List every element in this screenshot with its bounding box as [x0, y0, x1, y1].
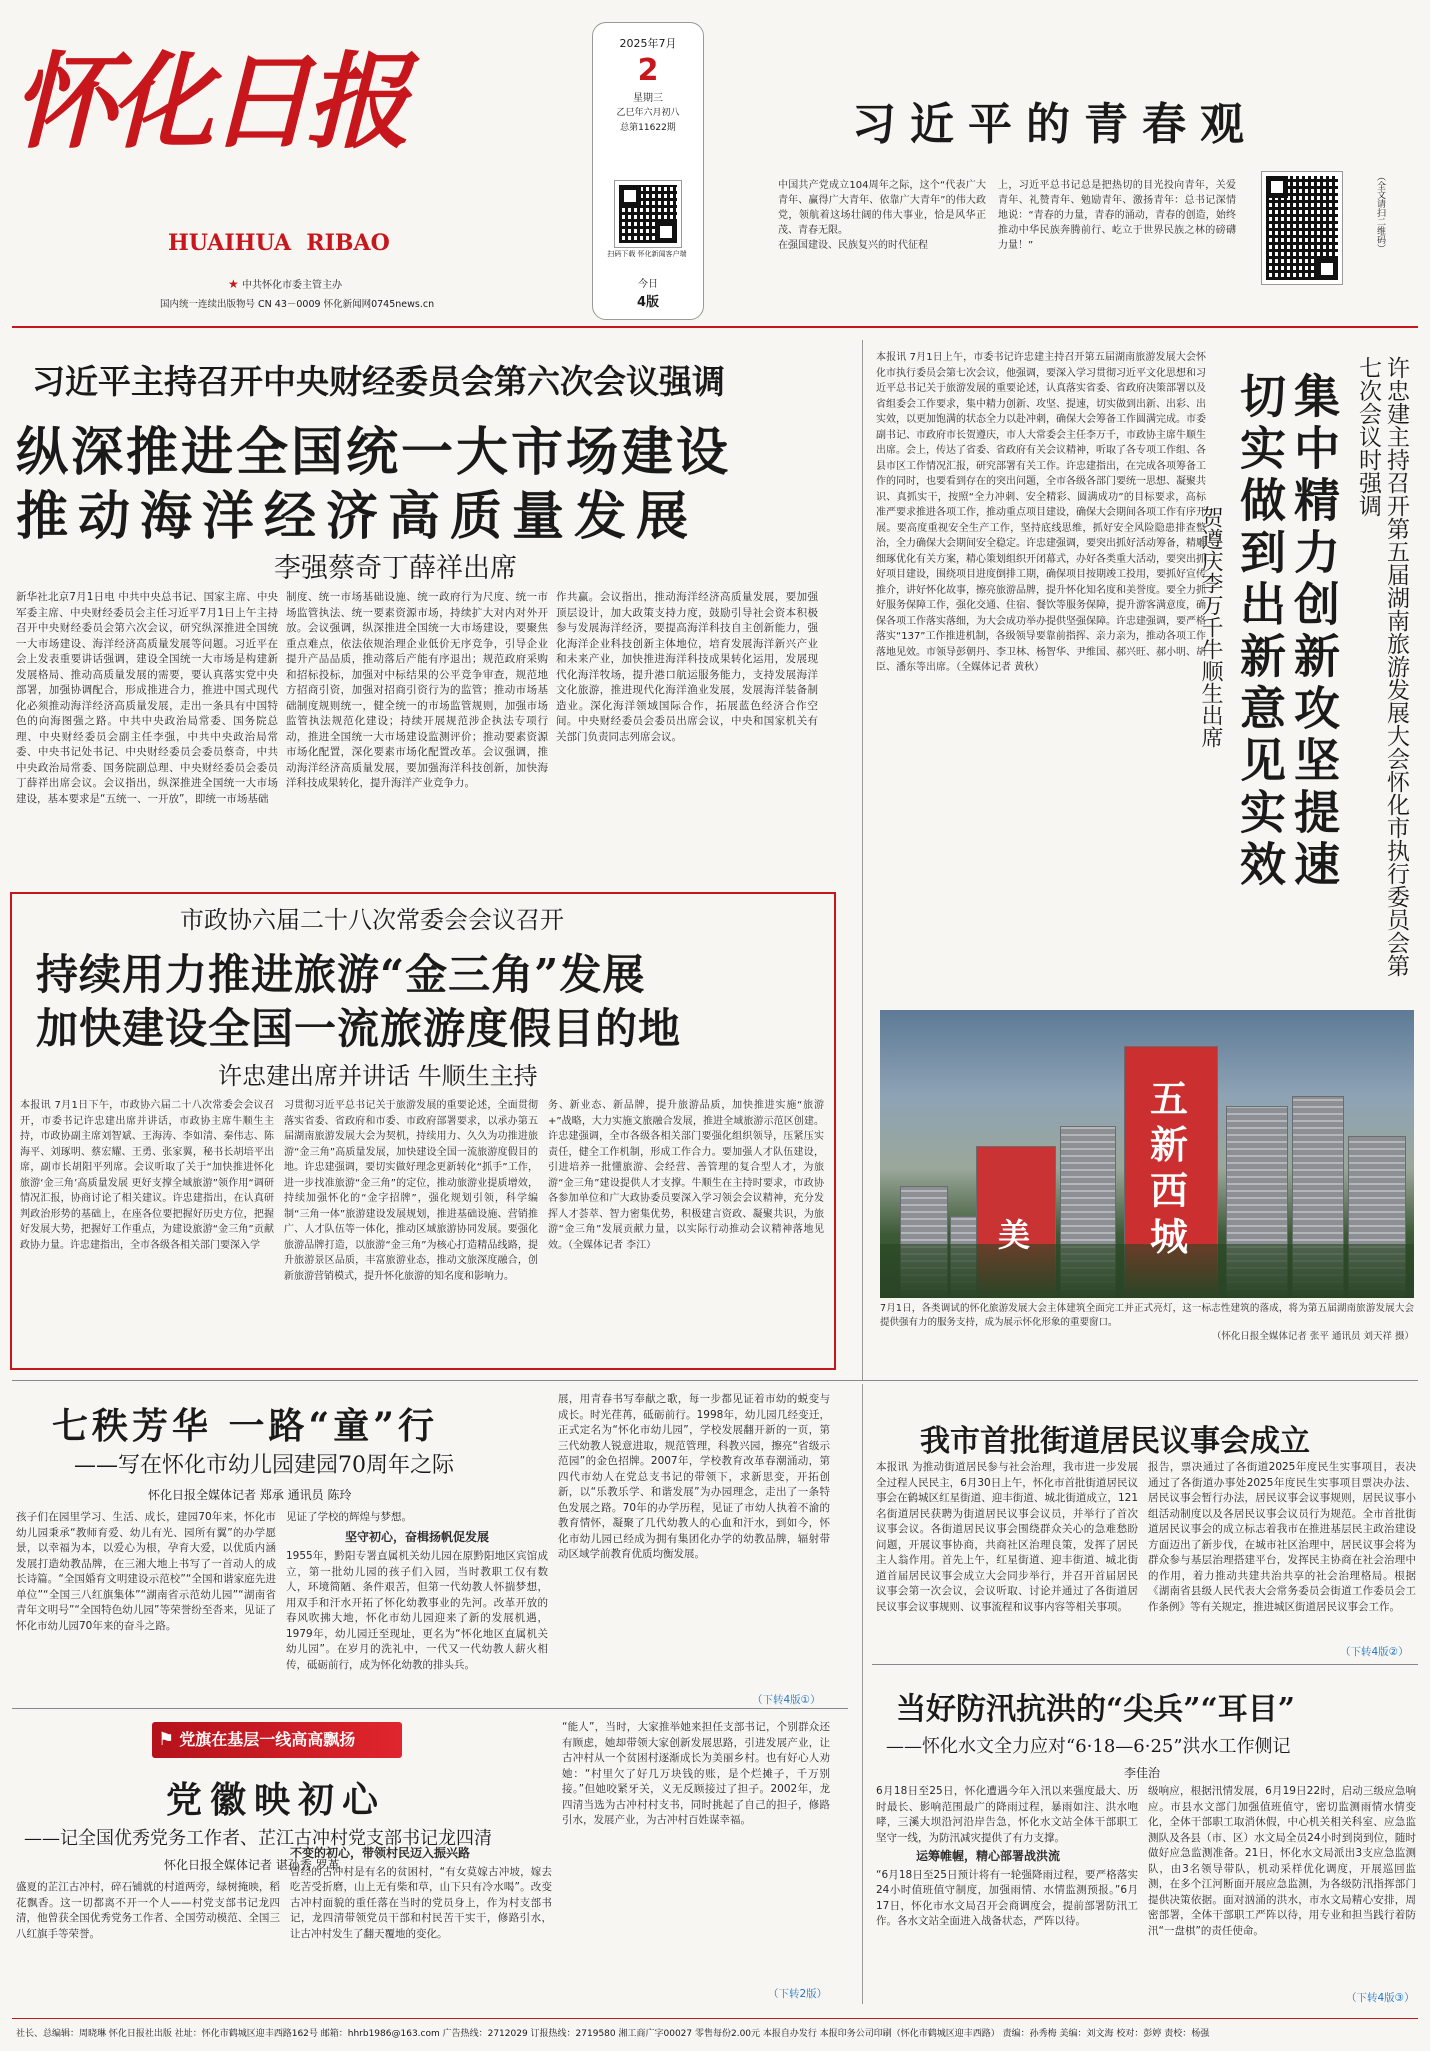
party-emblem-icon: ★: [228, 277, 239, 291]
photo-sign-2: 新: [1150, 1122, 1189, 1167]
lead-col-3: 作共赢。会议指出，推动海洋经济高质量发展，要加强顶层设计，加大政策支持力度，鼓励引导社会资本积极参与发展海洋经济，要提高海洋科技自主创新能力，强化海洋企业科技创新主体地位，培育发展海洋新兴产业和未来产业，加快推进海洋科技成果转化运用，发展现代化海洋牧场，提升港口航运服务能力，支持发展海洋文化旅游，推进现代化海洋渔业发展，发展海洋装备制造业。深化海洋领域国际合作，拓展蓝色经济合作空间。中央财经委员会委员出席会议，中央和国家机关有关部门负责同志列席会议。: [556, 591, 818, 743]
right-story-body: 本报讯 7月1日上午，市委书记许忠建主持召开第五届湖南旅游发展大会怀化市执行委员会第七次会议，他强调，要深入学习贯彻习近平文化思想和习近平总书记关于旅游发展的重要论述，认真落实省委、省政府决策部署以及省组委会工作要求，集中精力创新、攻坚、提速，切实做到出新、出彩、出实效，以更加饱满的状态全力以赴冲刺，确保大会筹备工作圆满完成。市委副书记、市政府市长贺遵庆，市人大常委会主任李万千，市政协主席牛顺生出席。会上，传达了省委、省政府有关会议精神，听取了各专项工作组、各县市区工作情况汇报，研究部署有关工作。许忠建指出，在完成各项筹备工作的同时，也要看到存在的突出问题，全市各级各部门要统一思想、凝聚共识、真抓实干，按照“全力冲刺、安全精彩、圆满成功”的目标要求，高标准严要求推进各项工作，推动重点项目建设，确保大会期间各项工作有序开展。要高度重视安全生产工作，坚持底线思维，抓好安全风险隐患排查整治，全力确保大会期间安全稳定。许忠建强调，要突出抓好活动筹备，精雕细琢优化有关方案，精心策划组织开闭幕式，办好各类重大活动，要突出抓好项目建设，围绕项目进度倒排工期，确保项目按期竣工投用，要抓好宣传推介，讲好怀化故事，擦亮旅游品牌，提升怀化知名度和美誉度。要全力抓好服务保障工作，强化交通、住宿、餐饮等服务保障，提升游客满意度，确保各项工作落实落细，为大会成功举办提供坚强保障。许忠建强调，要严格落实“137”工作推进机制，各级领导要靠前指挥、亲力亲为，推动各项工作落地见效。市领导彭朝丹、李卫林、杨智华、尹维国、郝兴旺、郝小明、胡臣、潘东等出席。（全媒体记者 黄秋）: [876, 352, 1206, 673]
date-day: 2: [637, 53, 659, 88]
right-story-kicker: 许忠建主持召开第五届湖南旅游发展大会怀化市执行委员会第七次会议时强调: [1355, 356, 1409, 977]
banner-title: 习近平的青春观: [852, 99, 1258, 150]
photo-sign-1: 五: [1150, 1076, 1189, 1121]
right-story-byline: （全媒体记者 黄秋）: [956, 662, 1045, 673]
masthead-title: 怀化日报: [12, 40, 405, 163]
party-flag-icon: ⚑: [158, 1729, 175, 1750]
today-pages: 4版: [636, 295, 660, 310]
party-col-3: “能人”，当时，大家推举她来担任支部书记，个别群众还有顾虑，她却带领大家创新发展思路，引进发展产业，让古冲村从一个贫困村逐渐成长为美丽乡村。也有好心人劝她：“村里欠了好几万块钱的账，是个烂摊子，千万别接。”但她咬紧牙关，义无反顾接过了担子。2002年，龙四清当选为古冲村村支书，同时挑起了自己的担子，修路引水，发展产业，为古冲村百姓谋幸福。: [562, 1721, 830, 1826]
lead-subhead: 李强蔡奇丁薛祥出席: [274, 553, 517, 584]
boxed-headline-1: 持续用力推进旅游“金三角”发展: [36, 950, 646, 999]
photo-sign-5: 美: [998, 1216, 1031, 1254]
photo-caption: 7月1日，各类调试的怀化旅游发展大会主体建筑全面完工并正式亮灯，这一标志性建筑的落成，将为第五届湖南旅游发展大会提供强有力的服务支持，成为展示怀化形象的重要窗口。 （怀化日报全媒体记者 张平 通讯员 刘天祥 摄）: [880, 1303, 1414, 1342]
section-rule-1: [12, 1380, 1418, 1381]
party-headline: 党徽映初心: [166, 1779, 387, 1821]
right-story-headline-1: 集中精力创新攻坚提速: [1287, 372, 1341, 892]
party-section-head: 不变的初心，带领村民迈入振兴路: [290, 1846, 471, 1860]
boxed-kicker: 市政协六届二十八次常委会会议召开: [180, 906, 564, 934]
lead-col-2: 制度、统一市场基础设施、统一政府行为尺度、统一市场监管执法、统一要素资源市场，持续扩大对内对外开放。会议强调，纵深推进全国统一大市场建设，要聚焦重点难点，依法依规治理企业低价无序竞争，引导企业提升产品品质，推动落后产能有序退出；规范政府采购和招标投标，加强对中标结果的公平竞争审查，规范地方招商引资，加强对招商引资行为的监管；推动市场基础制度规则统一，健全统一的市场监管规则，加强市场监管执法规范化建设；持续开展规范涉企执法专项行动，推进全国统一大市场建设监测评价；推动要素资源市场化配置，深化要素市场化配置改革。会议强调，推动海洋经济高质量发展，要加强海洋科技创新，加快海洋科技成果转化，提升海洋产业竞争力。: [286, 591, 548, 789]
boxed-col-3: 务、新业态、新品牌，提升旅游品质，加快推进实施“旅游+”战略，大力实施文旅融合发展，推进全域旅游示范区创建。许忠建强调，全市各级各相关部门要强化组织领导，压紧压实责任，健全工作机制，形成工作合力。要加强人才队伍建设，引进培养一批懂旅游、会经营、善管理的复合型人才，为旅游“金三角”建设提供人才支撑。牛顺生在主持时要求，市政协各参加单位和广大政协委员要深入学习领会会议精神，充分发挥人才荟萃、智力密集优势，积极建言资政、凝聚共识，为旅游“金三角”发展贡献力量，以实际行动推动会议精神落地见效。（全媒体记者 李江）: [548, 1100, 824, 1251]
party-col-2: 不变的初心，带领村民迈入振兴路 曾经的古冲村是有名的贫困村，“有女莫嫁古冲坡，嫁去吃苦受折磨，山上无有柴和草，山下只有冷水喝”。改变古冲村面貌的重任落在当时的党员身上，作为村支部书记，龙四清带领党员干部和村民苦干实干，修路引水，让古冲村发生了翻天覆地的变化。: [290, 1846, 552, 1940]
banner-qr-code[interactable]: [1262, 172, 1342, 284]
lead-kicker: 习近平主持召开中央财经委员会第六次会议强调: [32, 362, 725, 401]
date-weekday: 星期三: [633, 93, 663, 104]
kinder-headline: 七秩芳华 一路“童”行: [52, 1405, 438, 1447]
kinder-section-head: 坚守初心，奋楫扬帆促发展: [344, 1529, 489, 1544]
council-col-2: 报告，票决通过了各街道2025年度民生实事项目，表决通过了各街道办事处2025年度民生实事项目票决办法、居民议事会暂行办法，居民议事会议事规则，居民议事小组活动制度以及各居民议事会议员行为规范。全市首批街道居民议事会的成立标志着我市在推进基层民主政治建设方面迈出了新步伐，在城市社区治理中，居民议事会将为群众参与基层治理搭建平台，发挥民主协商在社会治理中的作用，着力推动共建共治共享的社会治理格局。根据《湖南省县级人民代表大会常务委员会街道工作委员会工作条例》等有关规定，推进城区街道居民议事会工作。: [1148, 1461, 1416, 1613]
section-rule-3: [12, 1708, 848, 1709]
masthead-pinyin: HUAIHUA RIBAO: [168, 230, 390, 256]
kinder-byline: 怀化日报全媒体记者 郑承 通讯员 陈玲: [148, 1488, 352, 1502]
party-subhead: ——记全国优秀党务工作者、芷江古冲村党支部书记龙四清: [24, 1828, 492, 1849]
lead-headline-2: 推动海洋经济高质量发展: [16, 486, 699, 547]
right-story-headline-2: 切实做到出新意见实效: [1233, 372, 1287, 892]
kinder-col-2: 见证了学校的辉煌与梦想。 坚守初心，奋楫扬帆促发展 1955年，黔阳专署直属机关幼儿园在原黔阳地区宾馆成立，第一批幼儿园的孩子们入园，当时教职工仅有数人，环境简陋、条件艰苦，但第一代幼教人怀揣梦想，用双手和汗水开拓了怀化幼教事业的先河。改革开放的春风吹拂大地，怀化市幼儿园迎来了新的发展机遇，1979年，幼儿园迁至现址，更名为“怀化地区直属机关幼儿园”。在岁月的洗礼中，一代又一代幼教人薪火相传，砥砺前行，成为怀化幼教的排头兵。: [286, 1511, 548, 1671]
lead-col-1: 新华社北京7月1日电 中共中央总书记、国家主席、中央军委主席、中央财经委员会主任习近平7月1日上午主持召开中央财经委员会第六次会议，研究纵深推进全国统一大市场建设、海洋经济高质量发展等问题。习近平在会上发表重要讲话强调，建设全国统一大市场是构建新发展格局、推动高质量发展的需要，要认真落实党中央部署，加强协调配合，形成推进合力，推进中国式现代化必须推动海洋经济高质量发展，走出一条具有中国特色的向海图强之路。中共中央政治局常委、国务院总理、中央财经委员会副主任李强，中共中央政治局常委、中央书记处书记、中央财经委员会委员蔡奇，中共中央政治局常委、国务院副总理、中央财经委员会委员丁薛祥出席会议。会议指出，纵深推进全国统一大市场建设，基本要求是“五统一、一开放”，即统一市场基础: [16, 591, 278, 805]
boxed-col-2: 习贯彻习近平总书记关于旅游发展的重要论述，全面贯彻落实省委、省政府和市委、市政府部署要求，以承办第五届湖南旅游发展大会为契机，持续用力、久久为功推进旅游“金三角”高质量发展，加快建设全国一流旅游度假目的地。许忠建强调，要切实做好理念更新转化“抓手”工作，进一步找准旅游“金三角”的定位，推动旅游业提质增效，持续加强怀化的“金字招牌”，强化规划引领，科学编制“三角一体”旅游建设发展规划，推进基础设施、营销推广、人才队伍等一体化，推动区域旅游协同发展。要强化旅游品牌打造，以旅游“金三角”为核心打造精品线路，提升旅游景区品质，丰富旅游业态，推动文旅深度融合，创新旅游营销模式，提升怀化旅游的知名度和影响力。: [284, 1100, 538, 1282]
lead-headline-1: 纵深推进全国统一大市场建设: [16, 422, 732, 483]
party-byline: 怀化日报全媒体记者 谌孙秀 罗革: [164, 1858, 340, 1872]
section-rule-2: [872, 1664, 1418, 1665]
sponsor-text: 中共怀化市委主管主办: [241, 280, 342, 291]
kinder-col-3: 展，用青春书写奉献之歌，每一步都见证着市幼的蜕变与成长。时光荏苒，砥砺前行。1998年，幼儿园几经变迁，正式定名为“怀化市幼儿园”，学校发展翻开新的一页，第三代幼教人锐意进取，规范管理，科教兴园，擦亮“省级示范园”的金色招牌。2007年，学校教育改革春潮涌动，第四代市幼人在党总支书记的带领下，求新思变，开拓创新，以“乐教乐学、和谐发展”为办园理念，走出了一条特色发展之路。70年的办学历程，见证了市幼人执着不渝的教育情怀，凝聚了几代幼教人的心血和汗水，到如今，怀化市幼儿园已经成为拥有集团化办学的幼教品牌，辐射带动区域学前教育优质均衡发展。: [558, 1393, 830, 1560]
boxed-col-1: 本报讯 7月1日下午，市政协六届二十八次常委会会议召开，市委书记许忠建出席并讲话，市政协主席牛顺生主持，市政协副主席刘智斌、王海涛、李如清、秦伟志、陈海平、刘琢明、蔡宏耀、王勇、张家翼，秘书长胡培平出席，副市长胡阳平列席。会议听取了关于“加快推进怀化旅游‘金三角’高质量发展 更好支撑全域旅游”领作用“调研情况汇报，协商讨论了相关建议。许忠建指出，在认真研判政治形势的基础上，在座各位要把握好历史方位，把握好发展大势，把握好工作重点，为建设旅游“金三角”贡献政协力量。许忠建指出，全市各级各相关部门要深入学: [20, 1100, 274, 1251]
kinder-subhead: ——写在怀化市幼儿园建园70周年之际: [74, 1453, 454, 1478]
photo-sign-4: 城: [1150, 1214, 1189, 1259]
masthead-serial: 国内统一连续出版物号 CN 43－0009 怀化新闻网0745news.cn: [160, 299, 435, 310]
masthead-rule: [12, 326, 1418, 328]
flood-col-2: 级响应，根据汛情发展，6月19日22时，启动三级应急响应。市县水文部门加强值班值守，密切监测雨情水情变化，全体干部职工取消休假，中心机关相关科室、应急监测队及各县（市、区）水文局全员24小时到岗到位，随时做好应急监测准备。21日，怀化水文局派出3支应急监测队，由3名领导带队，机动采样优化调度，开展巡回监测，在多个江河断面开展应急监测，为各级防汛指挥部门提供决策依据。面对汹涌的洪水，市水文局精心安排，周密部署，全体干部职工严阵以待，用专业和担当践行着防汛“一盘棋”的责任使命。: [1148, 1785, 1416, 1937]
party-ribbon-text: 党旗在基层一线高高飘扬: [179, 1730, 356, 1749]
photo-sign-3: 西: [1150, 1168, 1189, 1213]
date-issue: 总第11622期: [620, 123, 676, 133]
footer-rule: [12, 2018, 1418, 2019]
council-headline: 我市首批街道居民议事会成立: [920, 1424, 1310, 1459]
photo-credit: （怀化日报全媒体记者 张平 通讯员 刘天祥 摄）: [1211, 1331, 1414, 1342]
party-ribbon: [152, 1722, 402, 1758]
boxed-byline: （全媒体记者 李江）: [568, 1239, 657, 1251]
column-rule: [862, 340, 863, 1380]
flood-section-head: 运筹帷幄，精心部署战洪流: [916, 1849, 1061, 1863]
date-box: [592, 22, 704, 320]
council-col-1: 本报讯 为推动街道居民参与社会治理，我市进一步发展全过程人民民主，6月30日上午，怀化市首批街道居民议事会在鹤城区红星街道、迎丰街道、城北街道成立，121名街道居民获聘为街道居民议事会议员，并举行了首次议事会议。各街道居民议事会围绕群众关心的急难愁盼问题，开展议事协商，共商社区治理良策，发挥了居民主人翁作用。首先上午，红星街道、迎丰街道、城北街道首届居民议事会成立大会同步举行，并召开首届居民议事会第一次会议，会议听取、讨论并通过了各街道居民议事会议事规则、议事流程和议事内容等相关事项。: [876, 1461, 1138, 1613]
party-col-1: 盛夏的芷江古冲村，碎石铺就的村道两旁，绿树掩映，稻花飘香。这一切都离不开一个人——村党支部书记龙四清，他曾获全国优秀党务工作者、全国劳动模范、全国三八红旗手等荣誉。: [16, 1881, 280, 1940]
footer-info: 社长、总编辑：周晓琳 怀化日报社出版 社址：怀化市鹤城区迎丰西路162号 邮箱：hhrb1986@163.com 广告热线：2712029 订报热线：2719580 湘工商广字00027 零售每份2.00元 本报自办发行 本报印务公司印刷（怀化市鹤城区迎丰西路） 责编：孙秀梅 美编：刘文海 校对：彭婷 责校：杨强: [16, 2029, 1210, 2039]
kinder-col-1: 孩子们在园里学习、生活、成长，建园70年来，怀化市幼儿园秉承“教师育爱、幼儿有光、园所有翼”的办学愿景，以幸福为本，以爱心为根，孕育大爱，以优质内涵发展打造幼教品牌，在三湘大地上书写了一首动人的成长诗篇。“全国婚育文明建设示范校”“全国和谐家庭先进单位”“全国三八红旗集体”“湖南省示范幼儿园”“湖南省青年文明号”“全国特色幼儿园”等荣誉纷至沓来，见证了怀化市幼儿园70年来的奋斗之路。: [16, 1511, 276, 1632]
flood-author: 李佳治: [1124, 1766, 1161, 1780]
app-qr-code[interactable]: [615, 181, 681, 247]
news-photo: [880, 1010, 1414, 1298]
date-year-month: 2025年7月: [619, 37, 677, 50]
banner-side-note: （全文请扫二维码）: [1375, 172, 1385, 253]
boxed-subhead: 许忠建出席并讲话 牛顺生主持: [218, 1062, 538, 1090]
qr-caption: 扫码下载 怀化新闻客户端: [607, 250, 687, 258]
flood-headline: 当好防汛抗洪的“尖兵”“耳目”: [896, 1692, 1296, 1727]
today-label: 今日: [638, 279, 658, 290]
masthead-sponsor: [228, 276, 342, 291]
council-continue-link[interactable]: （下转4版②）: [1340, 1646, 1409, 1658]
banner-col1: 中国共产党成立104周年之际，这个“代表广大青年、赢得广大青年、依靠广大青年”的伟大政党，领航着这场壮阔的伟大事业，恰是风华正茂、青春无限。 在强国建设、民族复兴的时代征程: [778, 180, 986, 251]
flood-subhead: ——怀化水文全力应对“6·18—6·25”洪水工作侧记: [886, 1736, 1291, 1757]
date-lunar: 乙巳年六月初八: [616, 108, 680, 118]
boxed-headline-2: 加快建设全国一流旅游度假目的地: [36, 1004, 682, 1053]
banner-col2: 上，习近平总书记总是把热切的目光投向青年，关爱青年、礼赞青年、勉励青年、激扬青年：总书记深情地说：“青春的力量，青春的涌动，青春的创造，始终推动中华民族奔腾前行、屹立于世界民族之林的磅礴力量！”: [998, 180, 1236, 251]
column-rule-2: [862, 1384, 863, 2004]
flood-col-1: 6月18日至25日，怀化遭遇今年入汛以来强度最大、历时最长、影响范围最广的降雨过程，暴雨如注、洪水咆哮，三溪大坝沿河沿岸告急，怀化水文站全体干部职工坚守一线，为防汛减灾提供了有力支撑。 运筹帷幄，精心部署战洪流 “6月18日至25日预计将有一轮强降雨过程，要严格落实24小时值班值守制度，加强雨情、水情监测预报。”6月17日，怀化市水文局召开会商调度会，提前部署防汛工作。各水文站全面进入战备状态，严阵以待。: [876, 1785, 1138, 1927]
flood-continue-link[interactable]: （下转4版③）: [1346, 1992, 1415, 2004]
party-continue-link[interactable]: （下转2版）: [768, 1988, 828, 2000]
right-story-attend: 贺遵庆李万千牛顺生出席: [1198, 506, 1223, 748]
kinder-continue-link[interactable]: （下转4版①）: [752, 1694, 821, 1706]
